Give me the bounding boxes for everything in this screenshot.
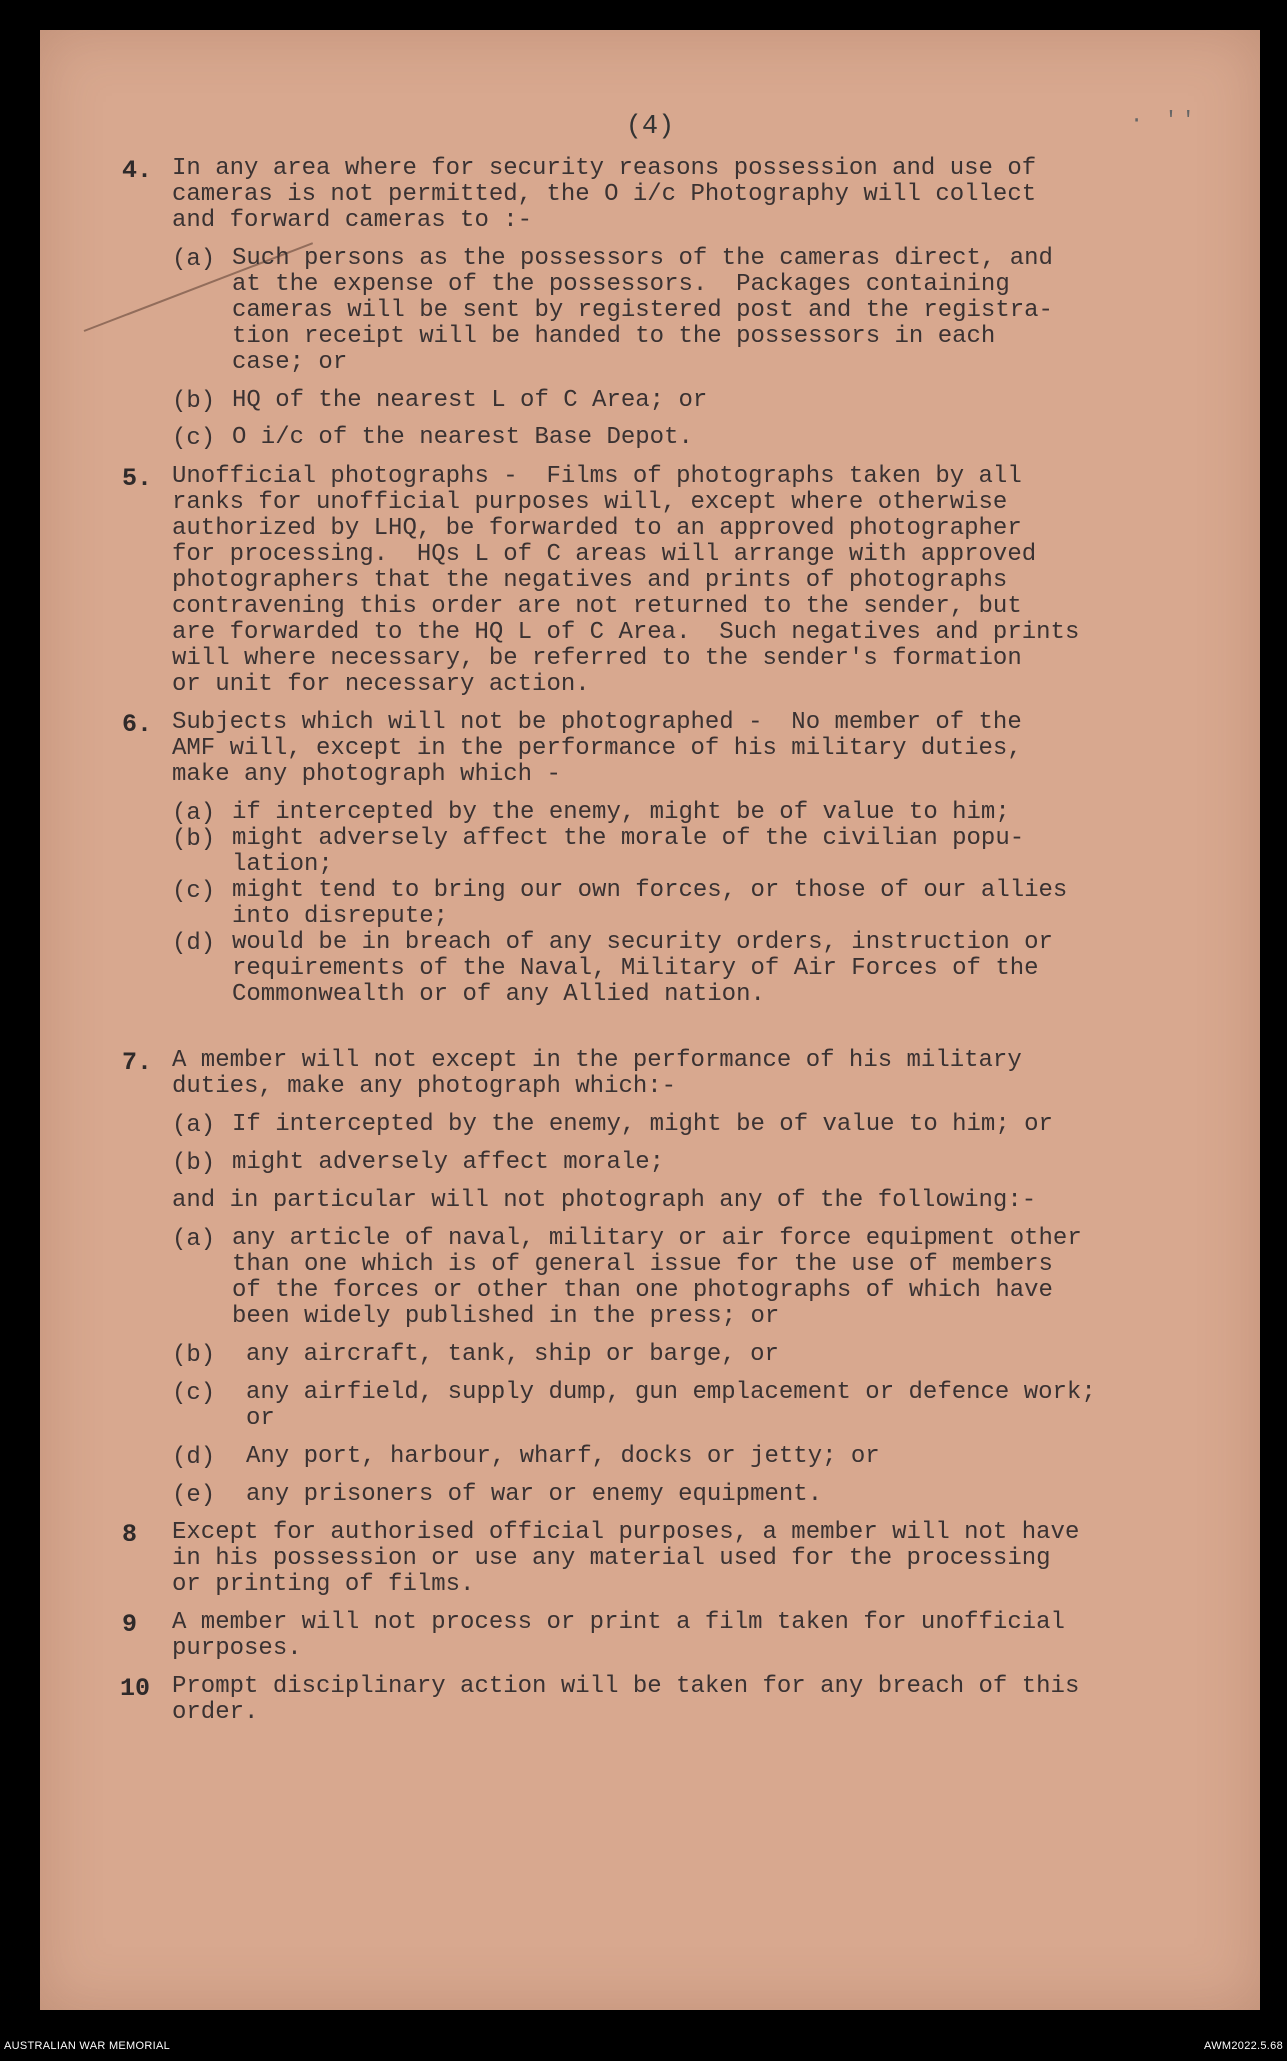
document-page (40, 30, 1260, 2010)
para7-pc-line-2: or (246, 1405, 275, 1432)
para5-line-1: Unofficial photographs - Films of photographs taken by all (172, 463, 1022, 490)
para7-pa-line-4: been widely published in the press; or (232, 1303, 780, 1330)
para5-line-2: ranks for unofficial purposes will, except where otherwise (172, 489, 1008, 516)
para7-pa-line-1: any article of naval, military or air force equipment other (232, 1225, 1082, 1252)
para7-b-label: (b) (172, 1150, 216, 1177)
para6-d-line-3: Commonwealth or of any Allied nation. (232, 981, 765, 1008)
para4-a-line-4: tion receipt will be handed to the possessors in each (232, 323, 996, 350)
para4-a-line-5: case; or (232, 349, 348, 376)
para8-line-2: in his possession or use any material used for the processing (172, 1545, 1051, 1572)
para6-d-line-1: would be in breach of any security orders, instruction or (232, 929, 1053, 956)
para4-line-2: cameras is not permitted, the O i/c Photography will collect (172, 181, 1037, 208)
para9-line-2: purposes. (172, 1635, 302, 1662)
para7-pb-line-1: any aircraft, tank, ship or barge, or (246, 1341, 779, 1368)
para10-line-1: Prompt disciplinary action will be taken for any breach of this (172, 1673, 1080, 1700)
para4-c-label: (c) (172, 425, 216, 452)
para5-line-4: for processing. HQs L of C areas will arrange with approved (172, 541, 1037, 568)
para4-a-line-3: cameras will be sent by registered post and the registra- (232, 297, 1053, 324)
para4-number: 4. (122, 156, 153, 185)
para7-pd-label: (d) (172, 1444, 216, 1471)
para7-pc-label: (c) (172, 1380, 216, 1407)
footer-archive-name: AUSTRALIAN WAR MEMORIAL (4, 2040, 171, 2052)
para5-line-7: are forwarded to the HQ L of C Area. Such negatives and prints (172, 619, 1080, 646)
para7-particular: and in particular will not photograph any of the following:- (172, 1187, 1037, 1214)
page-number: (4) (625, 112, 675, 142)
para7-pe-line-1: any prisoners of war or enemy equipment. (246, 1481, 823, 1508)
para7-a-label: (a) (172, 1112, 216, 1139)
para7-number: 7. (122, 1048, 153, 1077)
pencil-mark: · '' (1130, 108, 1199, 133)
para6-a-label: (a) (172, 800, 216, 827)
para6-line-2: AMF will, except in the performance of his military duties, (172, 735, 1022, 762)
para7-pd-line-1: Any port, harbour, wharf, docks or jetty; or (246, 1443, 880, 1470)
para4-a-line-1: Such persons as the possessors of the cameras direct, and (232, 245, 1053, 272)
para10-number: 10 (120, 1674, 151, 1703)
para10-line-2: order. (172, 1699, 259, 1726)
para6-a-line-1: if intercepted by the enemy, might be of value to him; (232, 799, 1010, 826)
para7-pa-line-3: of the forces or other than one photographs of which have (232, 1277, 1053, 1304)
footer-accession-number: AWM2022.5.68 (1203, 2040, 1283, 2052)
para6-d-label: (d) (172, 930, 216, 957)
para4-line-3: and forward cameras to :- (172, 207, 533, 234)
para5-line-5: photographers that the negatives and prints of photographs (172, 567, 1008, 594)
para9-line-1: A member will not process or print a film taken for unofficial (172, 1609, 1065, 1636)
para6-d-line-2: requirements of the Naval, Military of Air Forces of the (232, 955, 1039, 982)
para5-line-3: authorized by LHQ, be forwarded to an approved photographer (172, 515, 1022, 542)
para7-pe-label: (e) (172, 1482, 216, 1509)
para7-a-line-1: If intercepted by the enemy, might be of value to him; or (232, 1111, 1053, 1138)
para6-b-line-1: might adversely affect the morale of the civilian popu- (232, 825, 1025, 852)
para7-pc-line-1: any airfield, supply dump, gun emplacement or defence work; (246, 1379, 1096, 1406)
para7-line-2: duties, make any photograph which:- (172, 1073, 677, 1100)
para6-c-line-2: into disrepute; (232, 903, 449, 930)
para8-line-3: or printing of films. (172, 1571, 475, 1598)
para5-line-8: will where necessary, be referred to the sender's formation (172, 645, 1022, 672)
para7-pa-label: (a) (172, 1226, 216, 1253)
para6-b-label: (b) (172, 826, 216, 853)
para5-line-6: contravening this order are not returned to the sender, but (172, 593, 1022, 620)
para7-pa-line-2: than one which is of general issue for the use of members (232, 1251, 1053, 1278)
para8-number: 8 (122, 1520, 138, 1549)
para6-line-3: make any photograph which - (172, 761, 561, 788)
para7-b-line-1: might adversely affect morale; (232, 1149, 665, 1176)
para4-line-1: In any area where for security reasons possession and use of (172, 155, 1037, 182)
para9-number: 9 (122, 1610, 138, 1639)
para7-pb-label: (b) (172, 1342, 216, 1369)
para6-line-1: Subjects which will not be photographed - No member of the (172, 709, 1022, 736)
para4-c-line-1: O i/c of the nearest Base Depot. (232, 424, 693, 451)
para4-b-line-1: HQ of the nearest L of C Area; or (232, 387, 708, 414)
para6-number: 6. (122, 710, 153, 739)
para4-b-label: (b) (172, 388, 216, 415)
para6-b-line-2: lation; (232, 851, 333, 878)
para6-c-label: (c) (172, 878, 216, 905)
para6-c-line-1: might tend to bring our own forces, or those of our allies (232, 877, 1068, 904)
para5-number: 5. (122, 464, 153, 493)
para4-a-label: (a) (172, 246, 216, 273)
para7-line-1: A member will not except in the performance of his military (172, 1047, 1022, 1074)
para4-a-line-2: at the expense of the possessors. Packages containing (232, 271, 1010, 298)
para5-line-9: or unit for necessary action. (172, 671, 590, 698)
para8-line-1: Except for authorised official purposes, a member will not have (172, 1519, 1080, 1546)
